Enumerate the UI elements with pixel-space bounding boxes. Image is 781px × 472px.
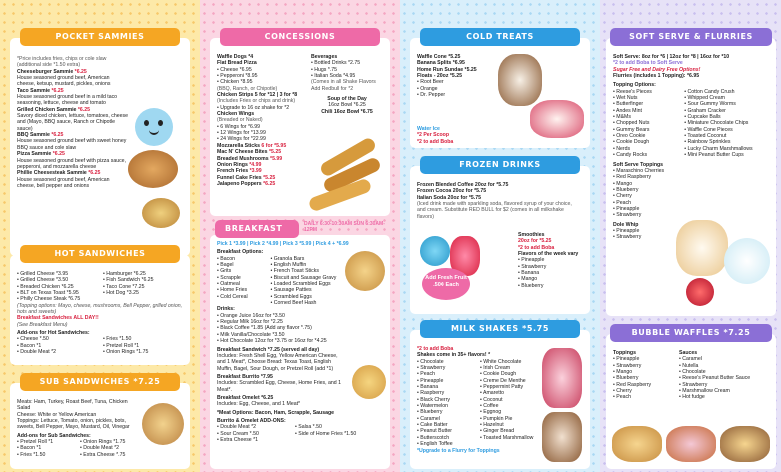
breakfast-drink: • Hot Chocolate 12oz for *3.75 or 16oz for *4.25 [217,338,383,344]
smoothies-price: 20oz for *5.25 [518,238,552,245]
shakes-boba: *2 to add Boba [417,346,454,352]
pocket-sammie-image-2 [142,198,180,228]
menu-item-desc: House seasoned ground beef in a mild taco seasoning, lettuce, cheese and tomato [17,94,118,107]
breakfast-drink: • Black Coffee *1.85 (Add any flavor *.75) [217,325,383,331]
dole-whip-flavor: • Strawberry [613,234,769,240]
soft-serve-topping: • Red Raspberry [613,174,683,180]
chicken-strips-note: (Includes Fries or chips and drink) [217,98,296,105]
hot-sandwich-item: • Fish Sandwich *6.25 [103,277,183,283]
beverage-item: • Bottled Drinks *2.75 [311,60,383,66]
waffle-sauce: • Chocolate [679,369,769,375]
pocket-sammies-card [10,38,190,256]
flurries-price: Flurries (includes 1 Topping): *6.95 [613,73,700,80]
hot-sandwich-item: • Taco Cone *7.25 [103,284,183,290]
menu-item [17,170,129,189]
cold-treat-item: Home Run Sundae *5.25 [417,66,477,73]
topping-option: • Mini Peanut Butter Cups [684,152,769,158]
breakfast-option: • Cold Cereal [217,294,265,300]
hot-sandwich-item: • Hamburger *6.25 [103,271,183,277]
topping-options-title: Topping Options: [613,82,656,89]
cold-treats-card [410,38,590,148]
flatbread-option: • Pepperoni *8.95 [217,73,305,79]
hot-addon-item: • Fries *1.50 [103,336,183,342]
shake-flavor: • Coconut [480,397,537,403]
cold-treats-header: COLD TREATS [420,28,580,46]
concession-item-name: French Fries [217,168,250,175]
soft-serve-topping: • Maraschino Cherries [613,168,683,174]
panel-soft-serve [600,0,781,472]
breakfast-card [210,235,390,469]
shake-flavor: • Watermelon [417,403,474,409]
pocket-sammies-header: POCKET SAMMIES [20,28,180,46]
wing-option: • 6 Wings for *6.99 [217,124,305,130]
float-option: • Dr. Pepper [417,92,497,98]
breakfast-option: • Bacon [217,256,265,262]
hot-addon-item: • Onion Rings *1.75 [103,349,183,355]
topping-option: • Whipped Cream [684,95,769,101]
shake-flavor: • Chocolate [417,359,474,365]
shake-flavor: • Banana [417,384,474,390]
menu-item-desc: Savory diced chicken, lettuce, tomatoes, cheese and (Mayo, BBQ sauce, Ranch or Chipotle sauce) [17,113,129,132]
shake-flavor: • Raspberry [417,390,474,396]
waffle-topping: • Mango [613,369,673,375]
waffle-topping: • Red Raspberry [613,382,673,388]
smoothie-flavor: • Mango [518,276,588,282]
bubble-waffles-header: BUBBLE WAFFLES *7.25 [610,324,772,342]
waffle-topping: • Pineapple [613,356,673,362]
topping-option: • Waffle Cone Pieces [684,127,769,133]
water-ice-option: *2 to add Boba [417,138,454,145]
concession-item-price: *5.25 [263,174,276,181]
burrito-image [352,365,386,399]
shake-flavor: • Blueberry [417,409,474,415]
shake-flavor: • Toasted Marshmallow [480,435,537,441]
breakfast-sandwich-image [345,251,385,291]
soft-serve-toppings-title: Soft Serve Toppings [613,161,664,168]
breakfast-addon: • Sour Cream *.50 [217,431,289,437]
float-option: • Root Beer [417,79,497,85]
topping-option: • Miniature Chocolate Chips [684,120,769,126]
menu-item [17,69,129,88]
banana-split-image [530,100,584,138]
sundae-bowl-image [676,220,728,276]
frozen-drink-item: Italian Soda 20oz for *5.75 [417,194,482,201]
soft-serve-topping: • Strawberry [613,212,683,218]
menu-item-price: *6.25 [52,151,65,158]
concession-item [217,181,305,187]
concession-item-price: *5.99 [270,155,283,162]
concession-item-name: Mozzarella Sticks [217,142,262,149]
breakfast-option: • Oatmeal [217,281,265,287]
shake-flavor: • Coffee [480,403,537,409]
shake-flavor: • Black Cherry [417,397,474,403]
hot-addons-title: Add-ons for Hot Sandwiches: [17,330,90,337]
sub-toppings: Toppings: Lettuce, Tomato, onion, pickles, bots, sweets, Bell Pepper, Mayo, Mustard, Oil, Vinegar [17,418,130,431]
bubble-waffle-image-2 [666,426,716,462]
soft-serve-boba: *2 to add Boba to Soft Serve [613,60,683,67]
panel-sandwiches [0,0,200,472]
concession-item-price: *3.99 [249,168,262,175]
menu-item-title: Taco Sammie [17,87,52,94]
wing-option: • 24 Wings for *22.99 [217,136,305,142]
beverages-title: Beverages [311,54,338,60]
menu-item-price: *6.25 [51,132,64,139]
breakfast-omelet-desc: Includes: Egg, Cheese, and 1 Meat* [217,401,301,408]
menu-item-title: Phillie Cheesesteak Sammie [17,170,89,177]
breakfast-option: • Bagel [217,262,265,268]
smoothies-title: Smoothies [518,232,545,238]
concession-item-name: Onion Rings [217,161,250,168]
burrito-addons-title: Burrito & Omelet ADD-ONS: [217,417,286,424]
mascot-icon [135,108,173,146]
breakfast-option: • Biscuit and Sausage Gravy [271,275,338,281]
concession-item-name: Jalapeno Poppers [217,180,264,187]
waffle-topping: • Cherry [613,388,673,394]
wing-option: • 12 Wings for *13.99 [217,130,305,136]
topping-option: • Toasted Coconut [684,133,769,139]
flatbread-option: • Chicken *8.95 [217,79,305,85]
topping-option: • Lucky Charm Marshmallows [684,146,769,152]
waffle-sauce: • Nutella [679,363,769,369]
menu-item-price: *6.25 [51,87,64,94]
waffle-topping: • Blueberry [613,375,673,381]
breakfast-option: • Sausage Patties [271,287,338,293]
menu-item-title: Pizza Sammie [17,151,53,158]
breakfast-drink: • Orange Juice 16oz for *3.50 [217,313,383,319]
soup-title: Soup of the Day [327,96,367,103]
beverage-item: • Italian Soda *4.95 [311,73,383,79]
breakfast-all-day: Breakfast Sandwiches ALL DAY!! [17,315,99,322]
soft-serve-topping: • Peach [613,200,683,206]
smoothie-flavor: • Blueberry [518,283,588,289]
concessions-header: CONCESSIONS [220,28,380,46]
meat-options: *Meat Options: Bacon, Ham, Scrapple, Sausage [217,409,335,416]
waffle-topping: • Strawberry [613,363,673,369]
cold-treat-item: Floats - 20oz *5.25 [417,73,462,80]
water-ice-option: *2 Per Scoop [417,132,450,139]
water-ice-title: Water Ice [417,126,440,132]
chicken-wings-note: (Breaded or Naked) [217,117,263,124]
breakfast-see-menu: (See Breakfast Menu) [17,321,68,328]
topping-option: • Cookie Dough [613,139,678,145]
waffle-sauce: • Hot fudge [679,394,769,400]
breakfast-omelet: Breakfast Omelet *6.25 [217,394,274,401]
breakfast-addon: • Extra Cheese *1 [217,437,289,443]
breakfast-addon: • Side of Home Fries *1.50 [295,431,367,437]
dole-whip-flavor: • Pineapple [613,228,769,234]
flatbread-pizza: Flat Bread Pizza [217,60,257,67]
smoothie-flavor: • Strawberry [518,264,588,270]
breakfast-addon: • Salsa *.50 [295,424,367,430]
topping-option: • Butterfinger [613,101,678,107]
menu-item [17,132,129,151]
shake-flavor: • Eggnog [480,409,537,415]
breakfast-drinks-title: Drinks: [217,306,235,313]
shake-flavor: • Caramel [417,416,474,422]
shake-flavor: • English Toffee [417,441,474,447]
shake-flavor: • Strawberry [417,365,474,371]
smoothies-boba: *2 to add Boba [518,244,555,251]
shakes-heading: Shakes come in 35+ flavors! * [417,352,491,359]
milk-shakes-card [410,330,590,469]
hot-sandwiches-header: HOT SANDWICHES [20,245,180,263]
sugar-free-note: Sugar Free and Dairy Free Options! [613,66,701,73]
menu-item-title: Cheeseburger Sammie [17,68,75,75]
menu-item-desc: House seasoned ground beef, American cheese, bell pepper and onions [17,176,110,189]
shake-flavor: • Creme De Menthe [480,378,537,384]
add-fresh-fruit-badge: Add Fresh Fruit .50¢ Each [422,268,470,300]
topping-option: • Reese's Pieces [613,89,678,95]
frozen-drinks-header: FROZEN DRINKS [420,156,580,174]
breakfast-option: • Scrambled Eggs [271,294,338,300]
sub-addon-item: • Pretzel Roll *1 [17,439,74,445]
breakfast-option: • Loaded Scrambled Eggs [271,281,338,287]
hot-addon-item: • Pretzel Roll *1 [103,343,183,349]
breakfast-burrito-desc: Includes: Scrambled Egg, Cheese, Home Fries, and 1 Meat*. [217,380,341,393]
soft-serve-topping: • Cherry [613,193,683,199]
beverages-note: (Comes in all Shake Flavors Add Redbull for *2 [311,79,376,92]
shake-flavor: • Irish Cream [480,365,537,371]
chicken-wings: Chicken Wings [217,111,255,118]
breakfast-drink: • Milk Vanilla/Chocolate *3.50 [217,332,383,338]
frozen-drinks-card [410,166,590,314]
shake-flavor: • Pineapple [417,378,474,384]
breakfast-option: • Corned Beef Hash [271,300,338,306]
waffle-sauce: • Marshmallow Cream [679,388,769,394]
shake-flavor: • Peanut Butter [417,428,474,434]
soft-serve-topping: • Mango [613,181,683,187]
flatbread-note: (BBQ, Ranch, or Chipotle) [217,85,278,92]
topping-option: • Oreo Cookie [613,133,678,139]
breakfast-addon: • Double Meat *2 [217,424,289,430]
shakes-footer: *Upgrade to a Flurry for Toppings [417,447,500,454]
smoothie-flavors-title: Flavors of the week vary [518,251,579,258]
topping-option: • Graham Cracker [684,108,769,114]
sub-meats: Meats: Ham, Turkey, Roast Beef, Tuna, Chicken Salad [17,399,128,412]
menu-item [17,107,129,132]
sub-cheese: Cheese: White or Yellow American [17,411,97,418]
shake-flavor: • Amaretto [480,390,537,396]
topping-option: • Cotton Candy Crush [684,89,769,95]
sub-addon-item: • Onion Rings *1.75 [80,439,137,445]
breakfast-option: • Granola Bars [271,256,338,262]
sub-sandwiches-card [10,383,190,469]
topping-option: • Nerds [613,146,678,152]
hot-sandwiches-card [10,255,190,365]
topping-option: • Sour Gummy Worms [684,101,769,107]
hot-sandwich-item: • BLT on Texas Toast *5.95 [17,290,97,296]
bubble-waffle-image [612,426,662,462]
sub-addon-item: • Fries *1.50 [17,452,74,458]
smoothie-flavor: • Banana [518,270,588,276]
menu-item-price: *6.25 [88,170,101,177]
waffle-toppings-title: Toppings [613,350,636,356]
bubble-waffle-image-3 [720,426,770,462]
chili: Chili 16oz Bowl *6.75 [321,108,373,115]
concession-item-price: *6.25 [263,180,276,187]
concession-item-name: Breaded Mushrooms [217,155,271,162]
breakfast-option: • Home Fries [217,287,265,293]
sub-sandwich-image [142,403,184,445]
hot-sandwich-item: • Grilled Cheese *3.50 [17,277,97,283]
smoothie-flavor: • Pineapple [518,257,588,263]
ice-cream-image [724,238,770,284]
bubble-waffles-card [606,334,776,469]
menu-item-price: *6.25 [74,68,87,75]
topping-option: • Chopped Nuts [613,120,678,126]
concession-item-name: Funnel Cake Fries [217,174,264,181]
shake-flavor: • Ginger Bread [480,428,537,434]
breakfast-options-title: Breakfast Options: [217,249,264,256]
italian-soda-note: (Iced drink made with sparkling soda, flavored syrup of your choice, and cream. Substitute RED BULL for $2 (comes in all milkshake flavors) [417,201,572,220]
menu-item-desc: House seasoned ground beef with sweet honey BBQ sauce and cole slaw [17,138,127,151]
frozen-drink-item: Frozen Blended Coffee 20oz for *5.75 [417,182,509,188]
milkshake-image [542,348,582,408]
breakfast-burrito: Breakfast Burrito *7.95 [217,373,273,380]
beverage-item: • Hugs *.75 [311,67,383,73]
waffle-topping: • Peach [613,394,673,400]
cold-treat-item: Banana Splits *6.95 [417,60,465,67]
waffle-sauces-title: Sauces [679,350,698,356]
concession-item-price: 6 for *5.95 [261,142,287,149]
soft-serve-topping: • Pineapple [613,206,683,212]
hot-sandwich-item: • Hot Dog *3.25 [103,290,183,296]
shake-upgrade: • Upgrade to 16 oz shake for *2 [217,105,305,111]
hot-addon-item: • Double Meat *2 [17,349,97,355]
shake-flavor: • Hazelnut [480,422,537,428]
panel-concessions [200,0,400,472]
shake-flavor: • Cookie Dough [480,371,537,377]
breakfast-hours: DAILY 6:30-10:30AM SUN 6:30AM-12PM [304,221,385,234]
shake-flavor: • White Chocolate [480,359,537,365]
hot-sandwich-item: • Philly Cheese Steak *6.75 [17,296,97,302]
soft-serve-sizes: Soft Serve: 8oz for *6 | 12oz for *8 | 16oz for *10 [613,54,730,60]
sub-sandwiches-header: SUB SANDWICHES *7.25 [20,373,180,391]
concession-item-price: *5.25 [268,149,282,156]
menu-item-desc: House seasoned ground beef, American cheese, ketsup, mustard, pickles, onions [17,75,111,88]
topping-option: • Cupcake Balls [684,114,769,120]
hot-addon-item: • Bacon *1 [17,343,97,349]
cold-treat-item: Waffle Cone *5.25 [417,54,461,60]
sundae-image [498,54,542,106]
concession-item-name: Mac N' Cheese Bites [217,149,269,156]
menu-item-price: *6.25 [77,106,90,113]
breakfast-option: • Grits [217,268,265,274]
milk-shakes-header: MILK SHAKES *5.75 [420,320,580,338]
concession-item-price: *4.99 [249,161,262,168]
sub-addon-item: • Double Meat *2 [80,445,137,451]
frozen-drink-item: Frozen Cocoa 20oz for *5.75 [417,188,487,195]
breakfast-option: • English Muffin [271,262,338,268]
concessions-card [210,38,390,216]
breakfast-option: • Scrapple [217,275,265,281]
sub-addon-item: • Bacon *1 [17,445,74,451]
float-option: • Orange [417,86,497,92]
topping-option: • Andes Mint [613,108,678,114]
shake-flavor: • Peppermint Patty [480,384,537,390]
dole-whip-title: Dole Whip [613,221,639,228]
hot-addon-item: • Cheese *.50 [17,336,97,342]
hot-sandwich-item: • Grilled Cheese *3.95 [17,271,97,277]
waffle-sauce: • Caramel [679,356,769,362]
panel-treats [400,0,600,472]
topping-option: • Wet Nuts [613,95,678,101]
soft-serve-card [606,38,776,316]
topping-option: • M&Ms [613,114,678,120]
pocket-intro: *Price includes fries, chips or cole slaw (additional side *1.50 extra) [17,56,107,69]
breakfast-sandwich-desc: Includes: Fresh Shell Egg, Yellow American Cheese, and 1 Meat*, Choose Bread: Texas Toast, English Muffin, Bagel, Sour Dough, or Pretzel Roll (add *1) [217,352,338,372]
waffle-sauce: • Strawberry [679,382,769,388]
topping-option: • Gummy Bears [613,127,678,133]
menu-item [17,88,129,107]
shake-flavor: • Pumpkin Pie [480,416,537,422]
chicken-strips: Chicken Strips 5 for *12 | 3 for *8 [217,92,298,99]
strawberry-image [686,278,714,306]
sub-addons-title: Add-ons for Sub Sandwiches: [17,432,91,439]
hot-sandwich-item: • Breaded Chicken *6.25 [17,284,97,290]
waffle-sauce: • Reese's Peanut Butter Sauce [679,375,769,381]
soup-size: 16oz Bowl *6.25 [328,102,366,109]
breakfast-header: BREAKFAST [215,220,299,238]
shake-flavor: • Peach [417,371,474,377]
breakfast-sandwich: Breakfast Sandwich *7.25 (served all day) [217,346,320,353]
philly-note: (Topping options: Mayo, cheese, mushrooms, Bell Pepper, grilled onion, hots and sweets) [17,302,183,316]
milkshake-image-2 [542,412,582,462]
topping-option: • Candy Rocks [613,152,678,158]
smoothie-cup-image [420,236,450,266]
menu-item [17,151,129,170]
sub-addon-item: • Extra Cheese *.75 [80,452,137,458]
waffle-dogs: Waffle Dogs *4 [217,54,254,60]
menu-item-title: BBQ Sammie [17,132,52,139]
breakfast-drink: • Regular Milk 16oz for *2.25 [217,319,383,325]
breakfast-option: • French Toast Sticks [271,268,338,274]
soft-serve-header: SOFT SERVE & FLURRIES [610,28,772,46]
shake-flavor: • Butterscotch [417,435,474,441]
menu-item-title: Grilled Chicken Sammie [17,106,78,113]
flatbread-option: • Cheese *6.95 [217,67,305,73]
breakfast-pick-line: Pick 1 *3.99 | Pick 2 *4.99 | Pick 3 *5.99 | Pick 4 + *6.99 [217,241,349,247]
pocket-sammie-image [128,150,178,188]
topping-option: • Rainbow Sprinkles [684,139,769,145]
menu-item-desc: House seasoned ground beef with pizza sauce, pepperoni, and mozzarella cheese [17,157,127,170]
shake-flavor: • Cake Batter [417,422,474,428]
soft-serve-topping: • Blueberry [613,187,683,193]
